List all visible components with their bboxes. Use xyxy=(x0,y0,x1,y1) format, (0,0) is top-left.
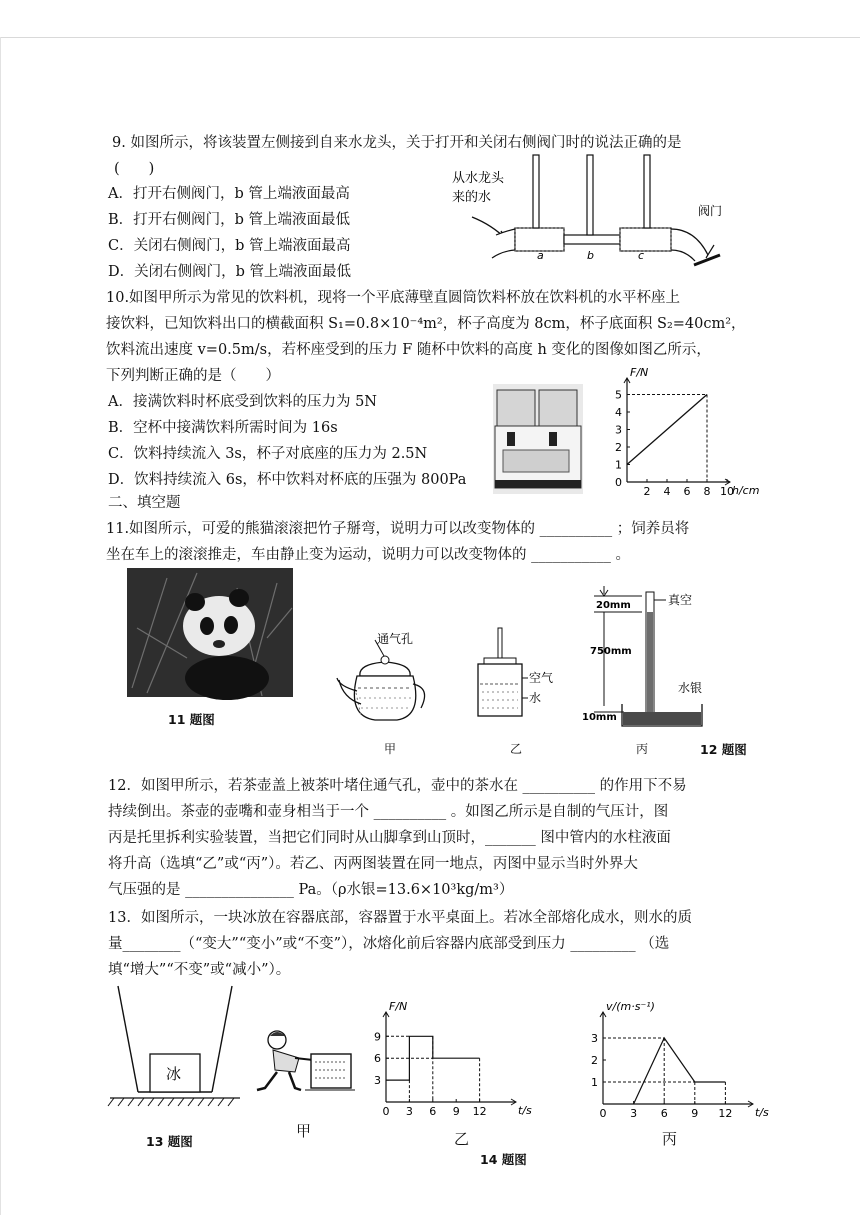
q9-src-line2: 来的水 xyxy=(452,190,492,205)
water-label: 水 xyxy=(529,691,542,705)
x-tick-label: 9 xyxy=(452,1105,460,1118)
x-tick-label: 9 xyxy=(691,1107,699,1120)
q13-line3: 填“增大”“不变”或“减小”）。 xyxy=(108,962,291,978)
teapot-figure xyxy=(335,626,435,726)
torricelli-figure xyxy=(582,586,712,726)
q12-caption: 12 题图 xyxy=(700,742,747,757)
series-line xyxy=(627,395,707,465)
q9-label-a: a xyxy=(537,249,544,262)
q10-option-a: A．接满饮料时杯底受到饮料的压力为 5N xyxy=(108,394,377,410)
q12-fig-bing-label: 丙 xyxy=(636,742,649,756)
q13-line2: 量________（“变大”“变小”或“不变”），冰熔化前后容器内底部受到压力 _________ （选 xyxy=(108,936,670,952)
air-label: 空气 xyxy=(529,671,554,685)
page-top-border xyxy=(0,37,860,38)
x-tick-label: 10 xyxy=(720,485,734,498)
q9-option-b: B．打开右侧阀门，b 管上端液面最低 xyxy=(108,212,351,228)
mercury-label: 水银 xyxy=(678,681,703,695)
y-tick-label: 6 xyxy=(374,1052,381,1066)
mm750-label: 750mm xyxy=(590,646,632,657)
x-axis-label: t/s xyxy=(755,1106,769,1119)
x-tick-label: 0 xyxy=(599,1107,607,1120)
q9-option-d: D．关闭右侧阀门，b 管上端液面最低 xyxy=(108,264,352,280)
vacuum-label: 真空 xyxy=(668,593,693,607)
q12-line1: 12．如图甲所示，若茶壶盖上被茶叶堵住通气孔，壶中的茶水在 __________ 的作用下不易 xyxy=(108,778,687,794)
mm20-label: 20mm xyxy=(596,600,631,611)
x-tick-label: 0 xyxy=(382,1105,390,1118)
q9-option-c: C．关闭右侧阀门，b 管上端液面最高 xyxy=(108,238,351,254)
q13-caption: 13 题图 xyxy=(146,1134,193,1149)
mm10-label: 10mm xyxy=(582,712,617,723)
q14-force-time-chart xyxy=(366,1000,536,1124)
q12-line3: 丙是托里拆利实验装置，当把它们同时从山脚拿到山顶时，_______ 图中管内的水柱液面 xyxy=(108,830,671,846)
q12-line2: 持续倒出。茶壶的壶嘴和壶身相当于一个 __________ 。如图乙所示是自制的气压计，图 xyxy=(108,804,669,820)
q13-line1: 13．如图所示，一块冰放在容器底部，容器置于水平桌面上。若冰全部熔化成水，则水的质 xyxy=(108,910,692,926)
q10-line4: 下列判断正确的是（ ） xyxy=(106,368,280,384)
q9-option-a: A．打开右侧阀门，b 管上端液面最高 xyxy=(108,186,350,202)
drink-machine-photo xyxy=(493,384,583,494)
q10-option-b: B．空杯中接满饮料所需时间为 16s xyxy=(108,420,338,436)
q14-fig-jia-label: 甲 xyxy=(296,1122,312,1140)
vent-label: 通气孔 xyxy=(377,632,414,646)
q12-line5: 气压强的是 _______________ Pa。（ρ水银=13.6×10³kg/m³） xyxy=(108,882,514,898)
x-tick-label: 12 xyxy=(472,1105,487,1118)
x-tick-label: 2 xyxy=(643,485,651,498)
section-fill-blank-heading: 二、填空题 xyxy=(108,495,181,511)
q11-caption: 11 题图 xyxy=(168,712,215,727)
q10-option-d: D．饮料持续流入 6s，杯中饮料对杯底的压强为 800Pa xyxy=(108,472,467,488)
y-tick-label: 3 xyxy=(374,1074,381,1088)
y-tick-label: 0 xyxy=(615,476,622,489)
x-tick-label: 3 xyxy=(630,1107,638,1120)
x-tick-label: 6 xyxy=(660,1107,668,1120)
x-tick-label: 8 xyxy=(703,485,711,498)
x-tick-label: 3 xyxy=(405,1105,413,1118)
q10-line3: 饮料流出速度 v=0.5m/s，若杯座受到的压力 F 随杯中饮料的高度 h 变化的图像如图乙所示， xyxy=(106,342,711,358)
barometer-figure xyxy=(470,628,565,728)
q12-line4: 将升高（选填“乙”或“丙”）。若乙、丙两图装置在同一地点，丙图中显示当时外界大 xyxy=(108,856,638,872)
q9-stem: 9. 如图所示，将该装置左侧接到自来水龙头，关于打开和关闭右侧阀门时的说法正确的是 xyxy=(112,135,682,151)
person-pushing-box-figure xyxy=(255,1028,355,1098)
series-line xyxy=(634,1038,726,1104)
y-tick-label: 2 xyxy=(615,441,622,454)
y-tick-label: 3 xyxy=(591,1032,598,1045)
q11-line1: 11.如图所示，可爱的熊猫滚滚把竹子掰弯，说明力可以改变物体的 __________ ；饲养员将 xyxy=(106,521,690,537)
ice-label: 冰 xyxy=(166,1065,182,1083)
x-tick-label: 12 xyxy=(718,1107,733,1120)
q14-fig-bing-label: 丙 xyxy=(662,1130,678,1148)
y-axis-label: F/N xyxy=(630,366,649,379)
x-tick-label: 6 xyxy=(429,1105,437,1118)
y-tick-label: 5 xyxy=(615,388,622,402)
ice-container-figure xyxy=(110,984,240,1109)
panda-photo xyxy=(127,568,293,697)
q14-caption: 14 题图 xyxy=(480,1152,527,1167)
x-axis-label: t/s xyxy=(518,1104,532,1117)
q9-label-b: b xyxy=(587,249,594,262)
q9-label-c: c xyxy=(638,249,645,262)
q9-src-line1: 从水龙头 xyxy=(452,171,505,186)
y-tick-label: 4 xyxy=(615,406,622,419)
q10-line2: 接饮料，已知饮料出口的横截面积 S₁=0.8×10⁻⁴m²，杯子高度为 8cm，杯子底面积 S₂=40cm²， xyxy=(106,316,746,332)
q10-force-height-chart xyxy=(605,368,770,500)
q14-fig-yi-label: 乙 xyxy=(454,1130,470,1148)
q10-option-c: C．饮料持续流入 3s，杯子对底座的压力为 2.5N xyxy=(108,446,428,462)
x-tick-label: 4 xyxy=(663,485,671,498)
y-tick-label: 3 xyxy=(615,423,622,437)
y-axis-label: v/(m·s⁻¹) xyxy=(606,1000,655,1013)
q9-bracket: ( ) xyxy=(114,161,155,177)
q9-tube-figure xyxy=(440,155,740,275)
q9-valve-label: 阀门 xyxy=(698,204,723,218)
q11-line2: 坐在车上的滚滚推走，车由静止变为运动，说明力可以改变物体的 ___________ 。 xyxy=(106,547,630,563)
x-tick-label: 6 xyxy=(683,485,691,498)
y-tick-label: 9 xyxy=(374,1030,381,1044)
y-tick-label: 2 xyxy=(591,1054,598,1067)
y-axis-label: F/N xyxy=(389,1000,408,1013)
y-tick-label: 1 xyxy=(591,1076,598,1089)
page-left-border xyxy=(0,37,1,1215)
q12-fig-yi-label: 乙 xyxy=(510,742,523,756)
q10-line1: 10.如图甲所示为常见的饮料机，现将一个平底薄壁直圆筒饮料杯放在饮料机的水平杯座上 xyxy=(106,290,681,306)
y-tick-label: 1 xyxy=(615,458,622,472)
x-axis-label: h/cm xyxy=(732,484,760,497)
q14-velocity-time-chart xyxy=(585,1000,770,1124)
q12-fig-jia-label: 甲 xyxy=(384,742,397,756)
